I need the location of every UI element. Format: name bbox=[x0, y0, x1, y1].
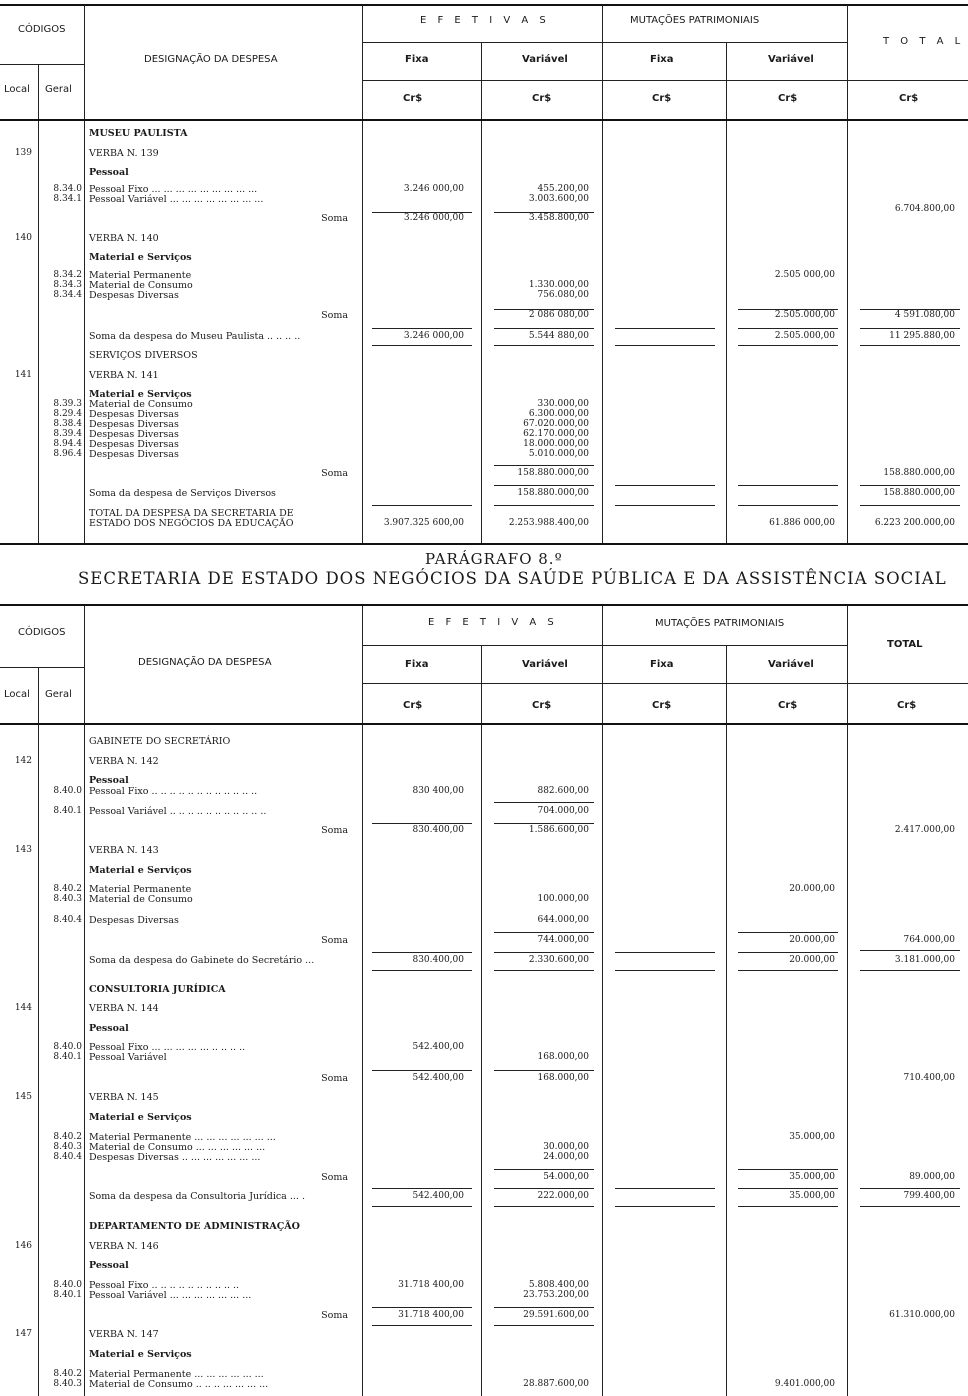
expense-description: Material Permanente bbox=[89, 270, 192, 281]
geral-code: 8.39.3 bbox=[53, 399, 82, 409]
sum-rule bbox=[494, 802, 594, 803]
efetivas-fixa-value: 3.907.325 600,00 bbox=[383, 518, 464, 528]
total-value: 4 591.080,00 bbox=[894, 310, 955, 320]
sum-rule bbox=[494, 328, 594, 329]
table2-header-rule bbox=[362, 645, 847, 646]
geral-code: 8.40.4 bbox=[53, 915, 82, 925]
section-heading: CONSULTORIA JURÍDICA bbox=[89, 984, 226, 995]
mutacoes-variavel-value: 20.000,00 bbox=[789, 955, 835, 965]
table1-header-rule bbox=[362, 42, 847, 43]
fixa-label: Fixa bbox=[650, 659, 674, 670]
sum-rule bbox=[372, 1325, 472, 1326]
sum-rule bbox=[615, 345, 715, 346]
geral-code: 8.40.2 bbox=[53, 1369, 82, 1379]
efetivas-fixa-value: 830.400,00 bbox=[412, 955, 464, 965]
codigos-label: CÓDIGOS bbox=[18, 24, 66, 35]
efetivas-variavel-value: 882.600,00 bbox=[537, 786, 589, 796]
sum-rule bbox=[494, 1188, 594, 1189]
mutacoes-variavel-value: 61.886 000,00 bbox=[769, 518, 835, 528]
table2-col-divider bbox=[726, 645, 727, 1396]
efetivas-fixa-value: 542.400,00 bbox=[412, 1042, 464, 1052]
currency-label: Cr$ bbox=[899, 93, 919, 104]
table1-top-rule bbox=[0, 4, 968, 6]
table1-header-rule bbox=[362, 80, 968, 81]
currency-label: Cr$ bbox=[778, 93, 798, 104]
table1-bottom-rule bbox=[0, 543, 968, 545]
currency-label: Cr$ bbox=[403, 93, 423, 104]
sum-rule bbox=[860, 950, 960, 951]
geral-code: 8.29.4 bbox=[53, 409, 82, 419]
geral-code: 8.34.3 bbox=[53, 280, 82, 290]
expense-description: Despesas Diversas bbox=[89, 429, 179, 440]
efetivas-variavel-value: 67.020.000,00 bbox=[523, 419, 589, 429]
table2-col-divider bbox=[481, 645, 482, 1396]
soma-label: Soma bbox=[321, 213, 348, 224]
geral-code: 8.34.4 bbox=[53, 290, 82, 300]
sum-rule bbox=[615, 1206, 715, 1207]
designacao-label: DESIGNAÇÃO DA DESPESA bbox=[138, 657, 272, 668]
efetivas-variavel-value: 62.170.000,00 bbox=[523, 429, 589, 439]
efetivas-fixa-value: 3.246 000,00 bbox=[403, 213, 464, 223]
table1-col-divider bbox=[38, 64, 39, 543]
efetivas-variavel-value: 5.544 880,00 bbox=[528, 331, 589, 341]
local-code: 145 bbox=[14, 1092, 32, 1102]
expense-description: Material de Consumo bbox=[89, 894, 193, 905]
sum-rule bbox=[494, 505, 594, 506]
expense-description: Material Permanente bbox=[89, 884, 192, 895]
efetivas-fixa-value: 830 400,00 bbox=[412, 786, 464, 796]
geral-code: 8.40.2 bbox=[53, 884, 82, 894]
local-code: 141 bbox=[14, 370, 32, 380]
fixa-label: Fixa bbox=[405, 659, 429, 670]
currency-label: Cr$ bbox=[897, 700, 917, 711]
expense-description: Despesas Diversas bbox=[89, 419, 179, 430]
geral-code: 8.40.4 bbox=[53, 1152, 82, 1162]
section-heading: Pessoal bbox=[89, 1023, 129, 1034]
sum-rule bbox=[494, 932, 594, 933]
soma-label: Soma bbox=[321, 935, 348, 946]
efetivas-fixa-value: 3.246 000,00 bbox=[403, 184, 464, 194]
efetivas-variavel-value: 330.000,00 bbox=[537, 399, 589, 409]
total-value: 6.223 200.000,00 bbox=[874, 518, 955, 528]
expense-description: Soma da despesa do Gabinete do Secretário ... bbox=[89, 955, 315, 966]
expense-description: Soma da despesa de Serviços Diversos bbox=[89, 488, 276, 499]
table2-header-bottom-rule bbox=[0, 723, 968, 725]
expense-description: Despesas Diversas bbox=[89, 439, 179, 450]
sum-rule bbox=[738, 1188, 838, 1189]
expense-description: VERBA N. 143 bbox=[89, 845, 159, 856]
geral-code: 8.94.4 bbox=[53, 439, 82, 449]
sum-rule bbox=[494, 485, 594, 486]
mutacoes-variavel-value: 35.000,00 bbox=[789, 1132, 835, 1142]
currency-label: Cr$ bbox=[652, 700, 672, 711]
sum-rule bbox=[860, 970, 960, 971]
local-code: 140 bbox=[14, 233, 32, 243]
total-value: 710.400,00 bbox=[903, 1073, 955, 1083]
efetivas-variavel-value: 54.000,00 bbox=[543, 1172, 589, 1182]
efetivas-variavel-value: 2.253.988.400,00 bbox=[508, 518, 589, 528]
sum-rule bbox=[738, 1206, 838, 1207]
efetivas-variavel-value: 704.000,00 bbox=[537, 806, 589, 816]
geral-code: 8.40.1 bbox=[53, 806, 82, 816]
expense-description: Despesas Diversas bbox=[89, 449, 179, 460]
efetivas-variavel-value: 2 086 080,00 bbox=[528, 310, 589, 320]
sum-rule bbox=[494, 823, 594, 824]
currency-label: Cr$ bbox=[403, 700, 423, 711]
total-value: 764.000,00 bbox=[903, 935, 955, 945]
expense-description: Material de Consumo bbox=[89, 399, 193, 410]
sum-rule bbox=[738, 505, 838, 506]
expense-description: Despesas Diversas bbox=[89, 409, 179, 420]
table2-header-rule bbox=[0, 667, 84, 668]
secretaria-title: SECRETARIA DE ESTADO DOS NEGÓCIOS DA SAÚDE PÚBLICA E DA ASSISTÊNCIA SOCIAL bbox=[78, 569, 947, 588]
total-value: 89.000,00 bbox=[909, 1172, 955, 1182]
efetivas-variavel-value: 5.808.400,00 bbox=[528, 1280, 589, 1290]
total-value: 2.417.000,00 bbox=[894, 825, 955, 835]
mutacoes-variavel-value: 20.000,00 bbox=[789, 935, 835, 945]
local-code: 147 bbox=[14, 1329, 32, 1339]
sum-rule bbox=[860, 345, 960, 346]
variavel-label: Variável bbox=[768, 54, 814, 65]
sum-rule bbox=[615, 505, 715, 506]
local-code: 139 bbox=[14, 148, 32, 158]
efetivas-fixa-value: 830.400,00 bbox=[412, 825, 464, 835]
fixa-label: Fixa bbox=[405, 54, 429, 65]
efetivas-fixa-value: 542.400,00 bbox=[412, 1073, 464, 1083]
section-heading: Pessoal bbox=[89, 167, 129, 178]
mutacoes-variavel-value: 20.000,00 bbox=[789, 884, 835, 894]
expense-description: Despesas Diversas bbox=[89, 915, 179, 926]
geral-code: 8.34.2 bbox=[53, 270, 82, 280]
efetivas-variavel-value: 158.880.000,00 bbox=[517, 468, 589, 478]
geral-code: 8.34.0 bbox=[53, 184, 82, 194]
sum-rule bbox=[494, 1070, 594, 1071]
sum-rule bbox=[615, 485, 715, 486]
table1-header-bottom-rule bbox=[0, 119, 968, 121]
sum-rule bbox=[372, 1188, 472, 1189]
designacao-label: DESIGNAÇÃO DA DESPESA bbox=[144, 54, 278, 65]
efetivas-variavel-value: 24.000,00 bbox=[543, 1152, 589, 1162]
expense-description: Pessoal Fixo ... ... ... ... ... .. .. .. .. bbox=[89, 1042, 246, 1053]
expense-description: Pessoal Fixo .. .. .. .. .. .. .. .. .. .. .. .. bbox=[89, 786, 258, 797]
geral-code: 8.40.0 bbox=[53, 1280, 82, 1290]
fixa-label: Fixa bbox=[650, 54, 674, 65]
geral-code: 8.40.3 bbox=[53, 1142, 82, 1152]
efetivas-variavel-value: 3.458.800,00 bbox=[528, 213, 589, 223]
soma-label: Soma bbox=[321, 825, 348, 836]
efetivas-variavel-value: 1.330.000,00 bbox=[528, 280, 589, 290]
total-value: 799.400,00 bbox=[903, 1191, 955, 1201]
soma-label: Soma bbox=[321, 1172, 348, 1183]
sum-rule bbox=[372, 1307, 472, 1308]
efetivas-variavel-value: 168.000,00 bbox=[537, 1073, 589, 1083]
expense-description: Pessoal Fixo .. .. .. .. .. .. .. .. .. .. bbox=[89, 1280, 240, 1291]
sum-rule bbox=[372, 1206, 472, 1207]
total-value: 158.880.000,00 bbox=[883, 468, 955, 478]
sum-rule bbox=[494, 465, 594, 466]
sum-rule bbox=[494, 345, 594, 346]
section-heading: Pessoal bbox=[89, 775, 129, 786]
expense-description: Material Permanente ... ... ... ... ... ... ... bbox=[89, 1132, 276, 1143]
efetivas-variavel-value: 30.000,00 bbox=[543, 1142, 589, 1152]
sum-rule bbox=[738, 932, 838, 933]
geral-code: 8.40.1 bbox=[53, 1052, 82, 1062]
currency-label: Cr$ bbox=[532, 700, 552, 711]
sum-rule bbox=[860, 505, 960, 506]
total-value: 11 295.880,00 bbox=[889, 331, 955, 341]
variavel-label: Variável bbox=[522, 659, 568, 670]
mutacoes-variavel-value: 2.505.000,00 bbox=[774, 331, 835, 341]
expense-description: Material de Consumo bbox=[89, 280, 193, 291]
expense-description: TOTAL DA DESPESA DA SECRETARIA DE bbox=[89, 508, 294, 519]
efetivas-variavel-value: 158.880.000,00 bbox=[517, 488, 589, 498]
local-code: 146 bbox=[14, 1241, 32, 1251]
geral-code: 8.40.3 bbox=[53, 1379, 82, 1389]
table1-col-divider bbox=[726, 42, 727, 543]
efetivas-variavel-value: 100.000,00 bbox=[537, 894, 589, 904]
expense-description: Pessoal Variável .. .. .. .. .. .. .. .. .. .. .. bbox=[89, 806, 267, 817]
efetivas-variavel-value: 1.586.600,00 bbox=[528, 825, 589, 835]
expense-description: ESTADO DOS NEGÓCIOS DA EDUCAÇÃO bbox=[89, 518, 294, 529]
expense-description: Material de Consumo .. .. .. ... ... ... ... bbox=[89, 1379, 269, 1390]
sum-rule bbox=[615, 328, 715, 329]
sum-rule bbox=[494, 1169, 594, 1170]
sum-rule bbox=[615, 970, 715, 971]
efetivas-variavel-value: 455.200,00 bbox=[537, 184, 589, 194]
efetivas-variavel-value: 5.010.000,00 bbox=[528, 449, 589, 459]
table1-header-rule bbox=[0, 64, 84, 65]
total-value: 61.310.000,00 bbox=[889, 1310, 955, 1320]
sum-rule bbox=[494, 952, 594, 953]
efetivas-variavel-value: 18.000.000,00 bbox=[523, 439, 589, 449]
table1-col-divider bbox=[84, 5, 85, 543]
efetivas-variavel-value: 28.887.600,00 bbox=[523, 1379, 589, 1389]
efetivas-variavel-value: 3.003.600,00 bbox=[528, 194, 589, 204]
local-code: 142 bbox=[14, 756, 32, 766]
sum-rule bbox=[738, 328, 838, 329]
sum-rule bbox=[372, 1070, 472, 1071]
total-value: 3.181.000,00 bbox=[894, 955, 955, 965]
section-heading: MUSEU PAULISTA bbox=[89, 128, 188, 139]
expense-description: Material de Consumo ... ... ... ... ... ... bbox=[89, 1142, 266, 1153]
mutacoes-variavel-value: 9.401.000,00 bbox=[774, 1379, 835, 1389]
mutacoes-variavel-value: 35.000,00 bbox=[789, 1172, 835, 1182]
mutacoes-variavel-value: 2.505.000,00 bbox=[774, 310, 835, 320]
expense-description: VERBA N. 147 bbox=[89, 1329, 159, 1340]
sum-rule bbox=[494, 1307, 594, 1308]
currency-label: Cr$ bbox=[652, 93, 672, 104]
total-value: 158.880.000,00 bbox=[883, 488, 955, 498]
efetivas-variavel-value: 168.000,00 bbox=[537, 1052, 589, 1062]
soma-label: Soma bbox=[321, 1073, 348, 1084]
section-heading: DEPARTAMENTO DE ADMINISTRAÇÃO bbox=[89, 1221, 300, 1232]
table1-col-divider bbox=[847, 5, 848, 543]
expense-description: VERBA N. 140 bbox=[89, 233, 159, 244]
table1-col-divider bbox=[481, 42, 482, 543]
soma-label: Soma bbox=[321, 310, 348, 321]
expense-description: VERBA N. 142 bbox=[89, 756, 159, 767]
efetivas-variavel-value: 744.000,00 bbox=[537, 935, 589, 945]
currency-label: Cr$ bbox=[778, 700, 798, 711]
total-label: T O T A L bbox=[883, 36, 965, 47]
geral-code: 8.40.2 bbox=[53, 1132, 82, 1142]
section-heading: Material e Serviços bbox=[89, 389, 192, 400]
geral-code: 8.96.4 bbox=[53, 449, 82, 459]
sum-rule bbox=[372, 328, 472, 329]
sum-rule bbox=[372, 345, 472, 346]
geral-code: 8.40.1 bbox=[53, 1290, 82, 1300]
mutacoes-variavel-value: 2.505 000,00 bbox=[774, 270, 835, 280]
sum-rule bbox=[494, 970, 594, 971]
geral-code: 8.34.1 bbox=[53, 194, 82, 204]
geral-label: Geral bbox=[45, 689, 72, 700]
local-code: 144 bbox=[14, 1003, 32, 1013]
efetivas-variavel-value: 756.080,00 bbox=[537, 290, 589, 300]
expense-description: GABINETE DO SECRETÁRIO bbox=[89, 736, 231, 747]
sum-rule bbox=[860, 328, 960, 329]
sum-rule bbox=[860, 1188, 960, 1189]
geral-code: 8.40.3 bbox=[53, 894, 82, 904]
expense-description: Soma da despesa da Consultoria Jurídica ... . bbox=[89, 1191, 305, 1202]
section-heading: Material e Serviços bbox=[89, 1112, 192, 1123]
table2-header-rule bbox=[362, 683, 968, 684]
expense-description: VERBA N. 139 bbox=[89, 148, 159, 159]
expense-description: VERBA N. 145 bbox=[89, 1092, 159, 1103]
expense-description: Despesas Diversas .. ... ... ... ... ... ... bbox=[89, 1152, 261, 1163]
expense-description: Despesas Diversas bbox=[89, 290, 179, 301]
local-label: Local bbox=[4, 84, 30, 95]
efetivas-label: E F E T I V A S bbox=[428, 617, 558, 628]
sum-rule bbox=[372, 952, 472, 953]
sum-rule bbox=[738, 345, 838, 346]
table1-col-divider bbox=[602, 5, 603, 543]
efetivas-fixa-value: 542.400,00 bbox=[412, 1191, 464, 1201]
efetivas-fixa-value: 3.246 000,00 bbox=[403, 331, 464, 341]
sum-rule bbox=[372, 970, 472, 971]
section-heading: Material e Serviços bbox=[89, 252, 192, 263]
sum-rule bbox=[738, 970, 838, 971]
table1-col-divider bbox=[362, 5, 363, 543]
expense-description: Pessoal Variável ... ... ... ... ... ... ... bbox=[89, 1290, 252, 1301]
total-label: TOTAL bbox=[887, 639, 923, 650]
expense-description: Pessoal Fixo ... ... ... ... ... ... ... ... ... bbox=[89, 184, 258, 195]
efetivas-variavel-value: 29.591.600,00 bbox=[523, 1310, 589, 1320]
sum-rule bbox=[372, 823, 472, 824]
section-heading: Material e Serviços bbox=[89, 1349, 192, 1360]
sum-rule bbox=[615, 1188, 715, 1189]
efetivas-fixa-value: 31.718 400,00 bbox=[398, 1310, 464, 1320]
table2-top-rule bbox=[0, 604, 968, 606]
section-heading: Pessoal bbox=[89, 1260, 129, 1271]
efetivas-variavel-value: 6.300.000,00 bbox=[528, 409, 589, 419]
expense-description: Soma da despesa do Museu Paulista .. .. .. .. bbox=[89, 331, 301, 342]
sum-rule bbox=[494, 1325, 594, 1326]
efetivas-variavel-value: 23.753.200,00 bbox=[523, 1290, 589, 1300]
expense-description: Material Permanente ... ... ... ... ... ... bbox=[89, 1369, 264, 1380]
sum-rule bbox=[738, 952, 838, 953]
expense-description: SERVIÇOS DIVERSOS bbox=[89, 350, 198, 361]
mutacoes-label: MUTAÇÕES PATRIMONIAIS bbox=[630, 15, 760, 26]
efetivas-variavel-value: 222.000,00 bbox=[537, 1191, 589, 1201]
efetivas-variavel-value: 644.000,00 bbox=[537, 915, 589, 925]
paragraph-label: PARÁGRAFO 8.º bbox=[425, 550, 563, 568]
sum-rule bbox=[860, 485, 960, 486]
geral-code: 8.40.0 bbox=[53, 786, 82, 796]
geral-code: 8.39.4 bbox=[53, 429, 82, 439]
expense-description: VERBA N. 144 bbox=[89, 1003, 159, 1014]
variavel-label: Variável bbox=[768, 659, 814, 670]
local-label: Local bbox=[4, 689, 30, 700]
codigos-label: CÓDIGOS bbox=[18, 627, 66, 638]
expense-description: Pessoal Variável bbox=[89, 1052, 167, 1063]
efetivas-label: E F E T I V A S bbox=[420, 15, 550, 26]
soma-label: Soma bbox=[321, 1310, 348, 1321]
currency-label: Cr$ bbox=[532, 93, 552, 104]
expense-description: VERBA N. 146 bbox=[89, 1241, 159, 1252]
local-code: 143 bbox=[14, 845, 32, 855]
section-heading: Material e Serviços bbox=[89, 865, 192, 876]
expense-description: Pessoal Variável ... ... ... ... ... ... ... ... bbox=[89, 194, 264, 205]
expense-description: VERBA N. 141 bbox=[89, 370, 159, 381]
geral-code: 8.40.0 bbox=[53, 1042, 82, 1052]
sum-rule bbox=[860, 1206, 960, 1207]
sum-rule bbox=[738, 1169, 838, 1170]
total-value: 6.704.800,00 bbox=[894, 204, 955, 214]
geral-label: Geral bbox=[45, 84, 72, 95]
sum-rule bbox=[372, 505, 472, 506]
mutacoes-label: MUTAÇÕES PATRIMONIAIS bbox=[655, 618, 785, 629]
efetivas-variavel-value: 2.330.600,00 bbox=[528, 955, 589, 965]
table2-col-divider bbox=[38, 667, 39, 1396]
sum-rule bbox=[494, 1206, 594, 1207]
sum-rule bbox=[615, 952, 715, 953]
geral-code: 8.38.4 bbox=[53, 419, 82, 429]
sum-rule bbox=[738, 485, 838, 486]
soma-label: Soma bbox=[321, 468, 348, 479]
efetivas-fixa-value: 31.718 400,00 bbox=[398, 1280, 464, 1290]
variavel-label: Variável bbox=[522, 54, 568, 65]
mutacoes-variavel-value: 35.000,00 bbox=[789, 1191, 835, 1201]
